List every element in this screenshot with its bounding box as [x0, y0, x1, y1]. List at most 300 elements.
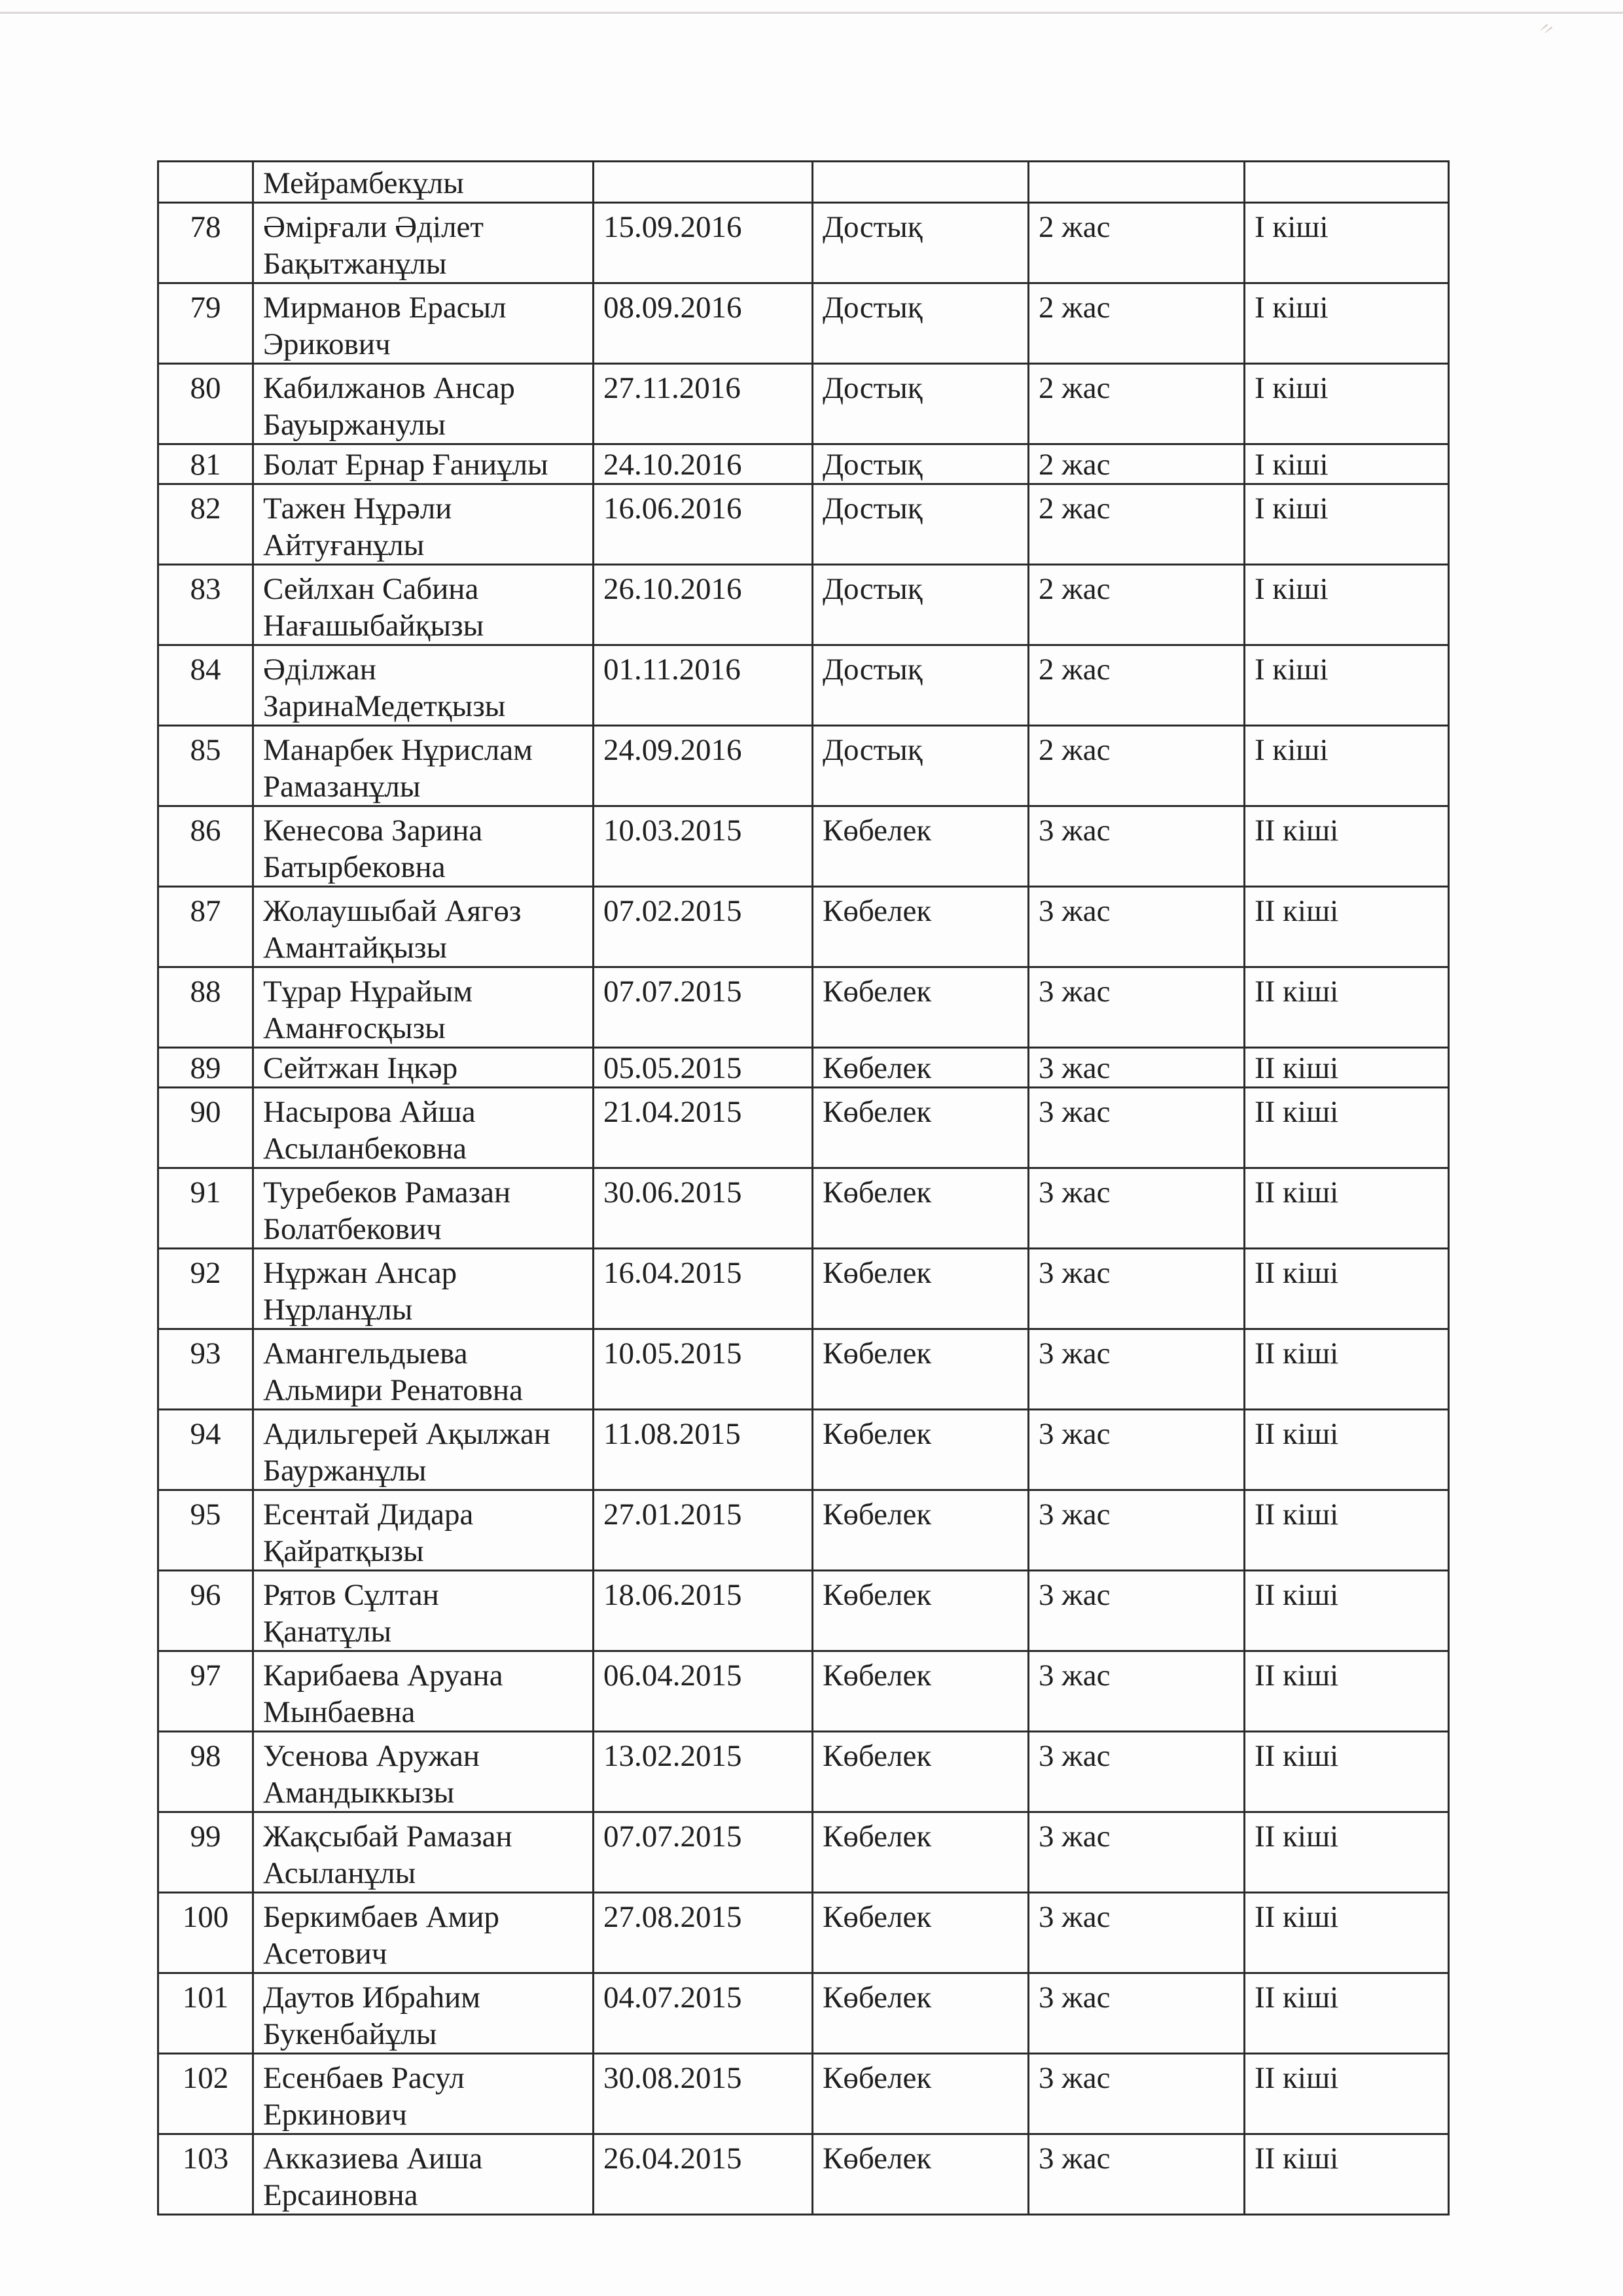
- group-text: Көбелек: [823, 2142, 932, 2176]
- row-number: 89: [190, 1051, 221, 1085]
- cell-name: [253, 565, 594, 645]
- cell-level: [1245, 967, 1449, 1048]
- name-line-1: Тажен Нұрәли: [263, 492, 452, 526]
- name-line-2: Батырбековна: [263, 850, 446, 884]
- cell-birthdate: [594, 887, 813, 967]
- cell-number: [158, 203, 253, 283]
- birthdate-text: 07.02.2015: [603, 894, 742, 928]
- name-line-1: Кенесова Зарина: [263, 814, 483, 848]
- cell-age: [1029, 444, 1245, 484]
- name-line-2: Нағашыбайқызы: [263, 609, 484, 643]
- name-text: Мейрамбекұлы: [263, 166, 464, 200]
- age-text: 2 жас: [1039, 371, 1111, 405]
- cell-name: [253, 1893, 594, 1973]
- cell-number: [158, 645, 253, 726]
- age-text: 3 жас: [1039, 1336, 1111, 1371]
- group-text: Көбелек: [823, 1417, 932, 1451]
- level-text: ІІ кіші: [1255, 894, 1339, 928]
- table-row: [158, 1168, 1449, 1249]
- cell-group: [813, 1168, 1029, 1249]
- name-line-1: Насырова Айша: [263, 1095, 476, 1129]
- row-number: 96: [190, 1578, 221, 1612]
- name-line-1: Есентай Дидара: [263, 1498, 474, 1532]
- name-line-2: Қайратқызы: [263, 1534, 424, 1568]
- name-line-1: Жолаушыбай Аягөз: [263, 894, 522, 928]
- children-roster-table: [157, 160, 1450, 2215]
- cell-group: [813, 1651, 1029, 1732]
- cell-age: [1029, 887, 1245, 967]
- group-text: Достық: [823, 492, 923, 526]
- birthdate-text: 05.05.2015: [603, 1051, 742, 1085]
- cell-group: [813, 887, 1029, 967]
- age-text: 2 жас: [1039, 572, 1111, 606]
- table-row: [158, 1732, 1449, 1812]
- age-text: 3 жас: [1039, 1820, 1111, 1854]
- birthdate-text: 21.04.2015: [603, 1095, 742, 1129]
- cell-name: [253, 1651, 594, 1732]
- cell-group: [813, 1571, 1029, 1651]
- cell-number: [158, 1088, 253, 1168]
- name-line-2: Айтуғанұлы: [263, 528, 425, 562]
- birthdate-text: 18.06.2015: [603, 1578, 742, 1612]
- level-text: І кіші: [1255, 492, 1329, 526]
- cell-birthdate: [594, 806, 813, 887]
- cell-number: [158, 364, 253, 444]
- level-text: І кіші: [1255, 653, 1329, 687]
- cell-level: [1245, 1812, 1449, 1893]
- cell-level: [1245, 162, 1449, 203]
- cell-number: [158, 1812, 253, 1893]
- level-text: І кіші: [1255, 448, 1329, 482]
- name-line-1: Беркимбаев Амир: [263, 1900, 499, 1934]
- cell-age: [1029, 1571, 1245, 1651]
- table-row: [158, 1249, 1449, 1329]
- group-text: Көбелек: [823, 1095, 932, 1129]
- group-text: Көбелек: [823, 1578, 932, 1612]
- level-text: ІІ кіші: [1255, 1095, 1339, 1129]
- level-text: І кіші: [1255, 210, 1329, 244]
- name-line-2: Аманғосқызы: [263, 1011, 446, 1045]
- name-line-1: Карибаева Аруана: [263, 1659, 503, 1693]
- table-row: [158, 484, 1449, 565]
- row-number: 95: [190, 1498, 221, 1532]
- name-line-2: Рамазанұлы: [263, 770, 421, 804]
- cell-level: [1245, 484, 1449, 565]
- cell-group: [813, 364, 1029, 444]
- cell-birthdate: [594, 283, 813, 364]
- cell-age: [1029, 283, 1245, 364]
- cell-birthdate: [594, 1249, 813, 1329]
- cell-group: [813, 726, 1029, 806]
- age-text: 2 жас: [1039, 733, 1111, 767]
- table-row: [158, 645, 1449, 726]
- row-number: 79: [190, 291, 221, 325]
- table-row: [158, 2134, 1449, 2215]
- cell-name: [253, 484, 594, 565]
- cell-birthdate: [594, 565, 813, 645]
- row-number: 92: [190, 1256, 221, 1290]
- cell-level: [1245, 1651, 1449, 1732]
- name-line-2: Асыланұлы: [263, 1856, 416, 1890]
- name-line-2: Мынбаевна: [263, 1695, 416, 1729]
- row-number: 80: [190, 371, 221, 405]
- cell-birthdate: [594, 726, 813, 806]
- cell-age: [1029, 1410, 1245, 1490]
- cell-birthdate: [594, 484, 813, 565]
- age-text: 3 жас: [1039, 1417, 1111, 1451]
- birthdate-text: 07.07.2015: [603, 975, 742, 1009]
- cell-number: [158, 444, 253, 484]
- cell-name: [253, 1088, 594, 1168]
- age-text: 2 жас: [1039, 653, 1111, 687]
- name-line-1: Кабилжанов Ансар: [263, 371, 515, 405]
- birthdate-text: 24.10.2016: [603, 448, 742, 482]
- cell-group: [813, 967, 1029, 1048]
- row-number: 87: [190, 894, 221, 928]
- birthdate-text: 04.07.2015: [603, 1981, 742, 2015]
- age-text: 2 жас: [1039, 210, 1111, 244]
- name-line-1: Нұржан Ансар: [263, 1256, 457, 1290]
- cell-birthdate: [594, 444, 813, 484]
- age-text: 3 жас: [1039, 1095, 1111, 1129]
- birthdate-text: 30.08.2015: [603, 2061, 742, 2095]
- age-text: 3 жас: [1039, 814, 1111, 848]
- cell-birthdate: [594, 1329, 813, 1410]
- row-number: 101: [182, 1981, 229, 2015]
- cell-name: [253, 1571, 594, 1651]
- age-text: 2 жас: [1039, 448, 1111, 482]
- age-text: 3 жас: [1039, 1578, 1111, 1612]
- cell-birthdate: [594, 1168, 813, 1249]
- cell-level: [1245, 726, 1449, 806]
- cell-group: [813, 806, 1029, 887]
- table-row: [158, 967, 1449, 1048]
- level-text: І кіші: [1255, 371, 1329, 405]
- cell-level: [1245, 2134, 1449, 2215]
- birthdate-text: 27.08.2015: [603, 1900, 742, 1934]
- group-text: Көбелек: [823, 814, 932, 848]
- table-row: [158, 2054, 1449, 2134]
- cell-age: [1029, 1732, 1245, 1812]
- birthdate-text: 16.06.2016: [603, 492, 742, 526]
- cell-age: [1029, 162, 1245, 203]
- age-text: 2 жас: [1039, 291, 1111, 325]
- cell-age: [1029, 565, 1245, 645]
- cell-age: [1029, 2134, 1245, 2215]
- name-line-1: Болат Ернар Ғаниұлы: [263, 448, 548, 482]
- cell-number: [158, 1329, 253, 1410]
- cell-age: [1029, 726, 1245, 806]
- group-text: Көбелек: [823, 1336, 932, 1371]
- name-line-2: Амантайқызы: [263, 931, 448, 965]
- cell-group: [813, 565, 1029, 645]
- cell-number: [158, 2134, 253, 2215]
- name-line-1: Әділжан: [263, 653, 376, 687]
- name-line-1: Даутов Ибраһим: [263, 1981, 481, 2015]
- cell-name: [253, 1812, 594, 1893]
- table-row: [158, 1973, 1449, 2054]
- cell-age: [1029, 484, 1245, 565]
- cell-age: [1029, 1048, 1245, 1088]
- level-text: ІІ кіші: [1255, 1900, 1339, 1934]
- age-text: 3 жас: [1039, 975, 1111, 1009]
- cell-birthdate: [594, 1410, 813, 1490]
- cell-name: [253, 1973, 594, 2054]
- cell-number: [158, 162, 253, 203]
- cell-age: [1029, 1249, 1245, 1329]
- cell-level: [1245, 203, 1449, 283]
- cell-name: [253, 726, 594, 806]
- group-text: Көбелек: [823, 2061, 932, 2095]
- row-number: 84: [190, 653, 221, 687]
- level-text: ІІ кіші: [1255, 1820, 1339, 1854]
- name-line-2: Амандыккызы: [263, 1776, 455, 1810]
- name-line-2: Нұрланұлы: [263, 1293, 413, 1327]
- cell-number: [158, 1168, 253, 1249]
- cell-age: [1029, 1490, 1245, 1571]
- table-row: [158, 1410, 1449, 1490]
- group-text: Көбелек: [823, 975, 932, 1009]
- group-text: Көбелек: [823, 1256, 932, 1290]
- level-text: ІІ кіші: [1255, 1051, 1339, 1085]
- birthdate-text: 15.09.2016: [603, 210, 742, 244]
- cell-number: [158, 484, 253, 565]
- name-line-2: Бақытжанұлы: [263, 247, 447, 281]
- cell-number: [158, 1651, 253, 1732]
- cell-number: [158, 2054, 253, 2134]
- level-text: ІІ кіші: [1255, 1175, 1339, 1210]
- name-line-1: Аккaзиева Аиша: [263, 2142, 483, 2176]
- row-number: 81: [190, 448, 221, 482]
- birthdate-text: 11.08.2015: [603, 1417, 741, 1451]
- group-text: Достық: [823, 572, 923, 606]
- cell-group: [813, 1329, 1029, 1410]
- row-number: 98: [190, 1739, 221, 1773]
- birthdate-text: 01.11.2016: [603, 653, 741, 687]
- row-number: 102: [182, 2061, 229, 2095]
- cell-name: [253, 2054, 594, 2134]
- row-number: 86: [190, 814, 221, 848]
- level-text: ІІ кіші: [1255, 814, 1339, 848]
- name-line-2: Қанатұлы: [263, 1615, 392, 1649]
- group-text: Достық: [823, 210, 923, 244]
- cell-level: [1245, 283, 1449, 364]
- level-text: ІІ кіші: [1255, 1417, 1339, 1451]
- cell-group: [813, 645, 1029, 726]
- cell-name: [253, 806, 594, 887]
- cell-number: [158, 283, 253, 364]
- name-line-2: Букенбайұлы: [263, 2017, 437, 2051]
- cell-birthdate: [594, 1571, 813, 1651]
- name-line-2: Асетович: [263, 1937, 387, 1971]
- cell-group: [813, 1732, 1029, 1812]
- cell-birthdate: [594, 2134, 813, 2215]
- table-row: [158, 1088, 1449, 1168]
- name-line-1: Әмірғали Әділет: [263, 210, 484, 244]
- cell-age: [1029, 1329, 1245, 1410]
- birthdate-text: 08.09.2016: [603, 291, 742, 325]
- cell-number: [158, 726, 253, 806]
- group-text: Көбелек: [823, 894, 932, 928]
- name-line-1: Тұрар Нұрайым: [263, 975, 473, 1009]
- level-text: ІІ кіші: [1255, 1256, 1339, 1290]
- cell-birthdate: [594, 364, 813, 444]
- group-text: Көбелек: [823, 1051, 932, 1085]
- cell-number: [158, 1048, 253, 1088]
- birthdate-text: 06.04.2015: [603, 1659, 742, 1693]
- cell-group: [813, 1973, 1029, 2054]
- cell-name: [253, 1490, 594, 1571]
- group-text: Көбелек: [823, 1981, 932, 2015]
- cell-level: [1245, 1048, 1449, 1088]
- row-number: 100: [182, 1900, 229, 1934]
- group-text: Достық: [823, 653, 923, 687]
- name-line-1: Манарбек Нұрислам: [263, 733, 533, 767]
- cell-age: [1029, 967, 1245, 1048]
- cell-group: [813, 283, 1029, 364]
- cell-name: [253, 645, 594, 726]
- row-number: 94: [190, 1417, 221, 1451]
- cell-birthdate: [594, 2054, 813, 2134]
- name-line-1: Рятов Сұлтан: [263, 1578, 439, 1612]
- age-text: 3 жас: [1039, 1051, 1111, 1085]
- cell-age: [1029, 806, 1245, 887]
- birthdate-text: 26.10.2016: [603, 572, 742, 606]
- cell-level: [1245, 1329, 1449, 1410]
- cell-number: [158, 565, 253, 645]
- name-line-2: Болатбекович: [263, 1212, 442, 1246]
- cell-birthdate: [594, 1651, 813, 1732]
- cell-name: [253, 1329, 594, 1410]
- table-row: [158, 444, 1449, 484]
- cell-level: [1245, 645, 1449, 726]
- row-number: 93: [190, 1336, 221, 1371]
- level-text: І кіші: [1255, 733, 1329, 767]
- row-number: 78: [190, 210, 221, 244]
- level-text: ІІ кіші: [1255, 1498, 1339, 1532]
- age-text: 2 жас: [1039, 492, 1111, 526]
- age-text: 3 жас: [1039, 2142, 1111, 2176]
- cell-birthdate: [594, 645, 813, 726]
- group-text: Көбелек: [823, 1820, 932, 1854]
- roster-body: [158, 162, 1449, 2215]
- age-text: 3 жас: [1039, 1659, 1111, 1693]
- cell-age: [1029, 203, 1245, 283]
- cell-group: [813, 1088, 1029, 1168]
- cell-number: [158, 1249, 253, 1329]
- row-number: 91: [190, 1175, 221, 1210]
- cell-age: [1029, 645, 1245, 726]
- table-row: [158, 283, 1449, 364]
- scan-smudge: 〃: [1532, 16, 1559, 44]
- name-line-1: Адильгерей Ақылжан: [263, 1417, 550, 1451]
- cell-level: [1245, 364, 1449, 444]
- cell-number: [158, 1732, 253, 1812]
- group-text: Көбелек: [823, 1498, 932, 1532]
- cell-level: [1245, 1732, 1449, 1812]
- table-row-continuation: [158, 162, 1449, 203]
- level-text: ІІ кіші: [1255, 1659, 1339, 1693]
- level-text: ІІ кіші: [1255, 975, 1339, 1009]
- group-text: Көбелек: [823, 1659, 932, 1693]
- name-line-1: Сейлхан Сабина: [263, 572, 479, 606]
- cell-number: [158, 1973, 253, 2054]
- cell-name: [253, 283, 594, 364]
- cell-level: [1245, 1088, 1449, 1168]
- cell-name: [253, 1168, 594, 1249]
- name-line-1: Есенбаев Расул: [263, 2061, 465, 2095]
- cell-age: [1029, 1893, 1245, 1973]
- cell-group: [813, 1490, 1029, 1571]
- name-line-1: Туребеков Рамазан: [263, 1175, 511, 1210]
- cell-age: [1029, 1088, 1245, 1168]
- birthdate-text: 27.01.2015: [603, 1498, 742, 1532]
- name-line-2: Эрикович: [263, 327, 391, 361]
- cell-level: [1245, 1973, 1449, 2054]
- cell-birthdate: [594, 1732, 813, 1812]
- table-row: [158, 1893, 1449, 1973]
- age-text: 3 жас: [1039, 1175, 1111, 1210]
- cell-number: [158, 1571, 253, 1651]
- cell-age: [1029, 1973, 1245, 2054]
- level-text: ІІ кіші: [1255, 2061, 1339, 2095]
- cell-level: [1245, 1168, 1449, 1249]
- table-row: [158, 203, 1449, 283]
- cell-level: [1245, 1893, 1449, 1973]
- table-row: [158, 1329, 1449, 1410]
- birthdate-text: 24.09.2016: [603, 733, 742, 767]
- group-text: Көбелек: [823, 1175, 932, 1210]
- cell-group: [813, 484, 1029, 565]
- cell-number: [158, 1490, 253, 1571]
- cell-birthdate: [594, 162, 813, 203]
- cell-birthdate: [594, 967, 813, 1048]
- age-text: 3 жас: [1039, 1739, 1111, 1773]
- cell-birthdate: [594, 203, 813, 283]
- cell-name: [253, 1048, 594, 1088]
- level-text: ІІ кіші: [1255, 1336, 1339, 1371]
- table-row: [158, 1812, 1449, 1893]
- cell-age: [1029, 1812, 1245, 1893]
- birthdate-text: 10.05.2015: [603, 1336, 742, 1371]
- cell-name: [253, 162, 594, 203]
- cell-name: [253, 967, 594, 1048]
- level-text: ІІ кіші: [1255, 1981, 1339, 2015]
- cell-level: [1245, 1410, 1449, 1490]
- age-text: 3 жас: [1039, 1256, 1111, 1290]
- cell-name: [253, 203, 594, 283]
- name-line-2: Ерсаиновна: [263, 2178, 418, 2212]
- cell-age: [1029, 1168, 1245, 1249]
- cell-name: [253, 2134, 594, 2215]
- table-row: [158, 1048, 1449, 1088]
- name-line-1: Сейтжан Іңкәр: [263, 1051, 458, 1085]
- cell-level: [1245, 565, 1449, 645]
- cell-level: [1245, 1490, 1449, 1571]
- birthdate-text: 30.06.2015: [603, 1175, 742, 1210]
- cell-level: [1245, 2054, 1449, 2134]
- cell-number: [158, 1893, 253, 1973]
- level-text: ІІ кіші: [1255, 1739, 1339, 1773]
- cell-group: [813, 1410, 1029, 1490]
- cell-birthdate: [594, 1048, 813, 1088]
- cell-age: [1029, 1651, 1245, 1732]
- table-row: [158, 1490, 1449, 1571]
- age-text: 3 жас: [1039, 1900, 1111, 1934]
- group-text: Достық: [823, 371, 923, 405]
- row-number: 103: [182, 2142, 229, 2176]
- name-line-1: Жақсыбай Рамазан: [263, 1820, 512, 1854]
